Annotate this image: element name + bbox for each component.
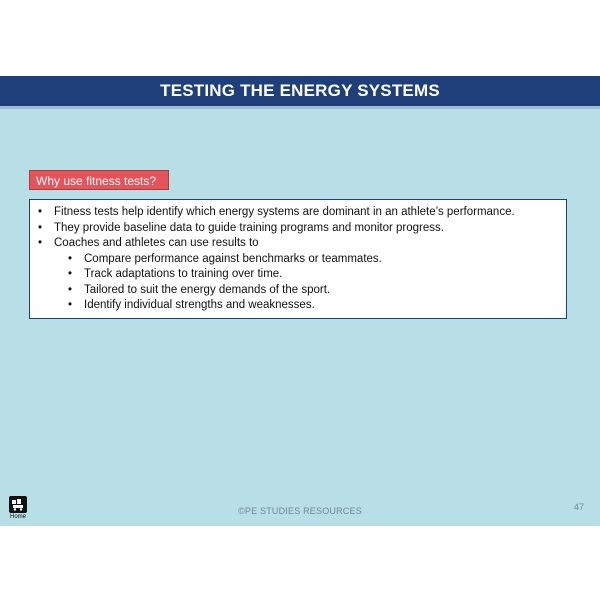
- sub-bullet-item: • Identify individual strengths and weaknesses.: [36, 298, 560, 314]
- sub-bullet-item: • Tailored to suit the energy demands of the sport.: [36, 283, 560, 299]
- title-bar: [0, 76, 600, 109]
- page-number: 47: [573, 502, 584, 512]
- bullet-item: • They provide baseline data to guide training programs and monitor progress.: [36, 221, 560, 237]
- content-box: [29, 199, 567, 319]
- bullet-item: • Fitness tests help identify which energy systems are dominant in an athlete’s performance.: [36, 205, 560, 221]
- slide-title: TESTING THE ENERGY SYSTEMS: [160, 81, 440, 100]
- bullet-list: [36, 205, 560, 314]
- footer-copyright: ©PE STUDIES RESOURCES: [238, 506, 362, 516]
- sub-bullet-item: • Track adaptations to training over time.: [36, 267, 560, 283]
- question-label: Why use fitness tests?: [29, 170, 169, 190]
- sub-bullet-item: • Compare performance against benchmarks or teammates.: [36, 252, 560, 268]
- home-label: Home: [9, 514, 26, 520]
- slide: [0, 76, 600, 526]
- bullet-item: • Coaches and athletes can use results to: [36, 236, 560, 252]
